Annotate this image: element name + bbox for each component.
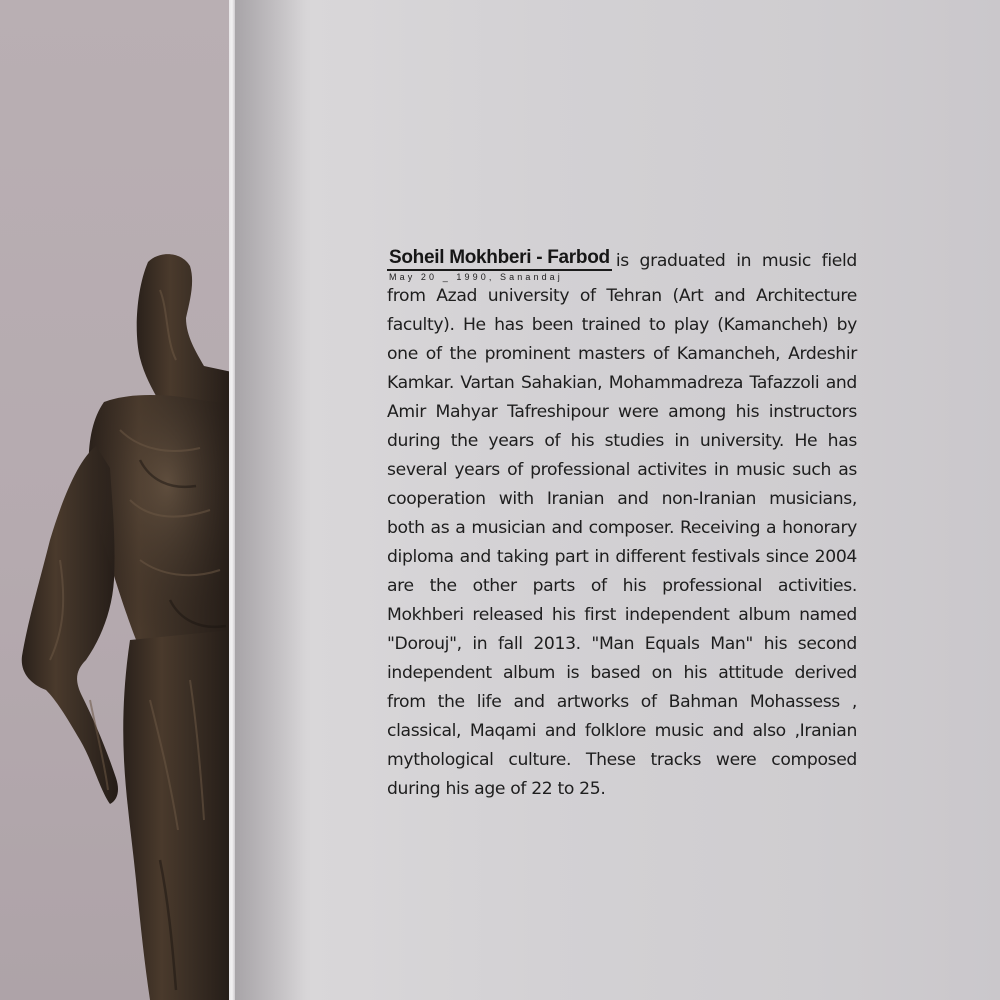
page-fold-shadow [235, 0, 305, 1000]
author-name: Soheil Mokhberi - Farbod [387, 247, 612, 271]
bronze-sculpture-image [0, 0, 232, 1000]
biography-paragraph [387, 247, 857, 804]
author-birth-info: May 20 _ 1990, Sanandaj [389, 272, 563, 282]
left-panel [0, 0, 232, 1000]
biography-text: is graduated in music field from Azad university of Tehran (Art and Architecture faculty). He has been trained to play (Kamancheh) by one of the prominent masters of Kamancheh, Ardeshir Kamkar. Vartan Sahakian, Mohammadreza Tafazzoli and Amir Mahyar Tafreshipour were among his instructors during the years of his studies in university. He has several years of professional activites in music such as cooperation with Iranian and non-Iranian musicians, both as a musician and composer. Receiving a honorary diploma and taking part in different festivals since 2004 are the other parts of his professional activities. Mokhberi released his first independent album named "Dorouj", in fall 2013. "Man Equals Man" his second independent album is based on his attitude derived from the life and artworks of Bahman Mohassess , classical, Maqami and folklore music and also ,Iranian mythological culture. These tracks were composed during his age of 22 to 25. [387, 251, 857, 799]
author-heading [387, 247, 612, 282]
